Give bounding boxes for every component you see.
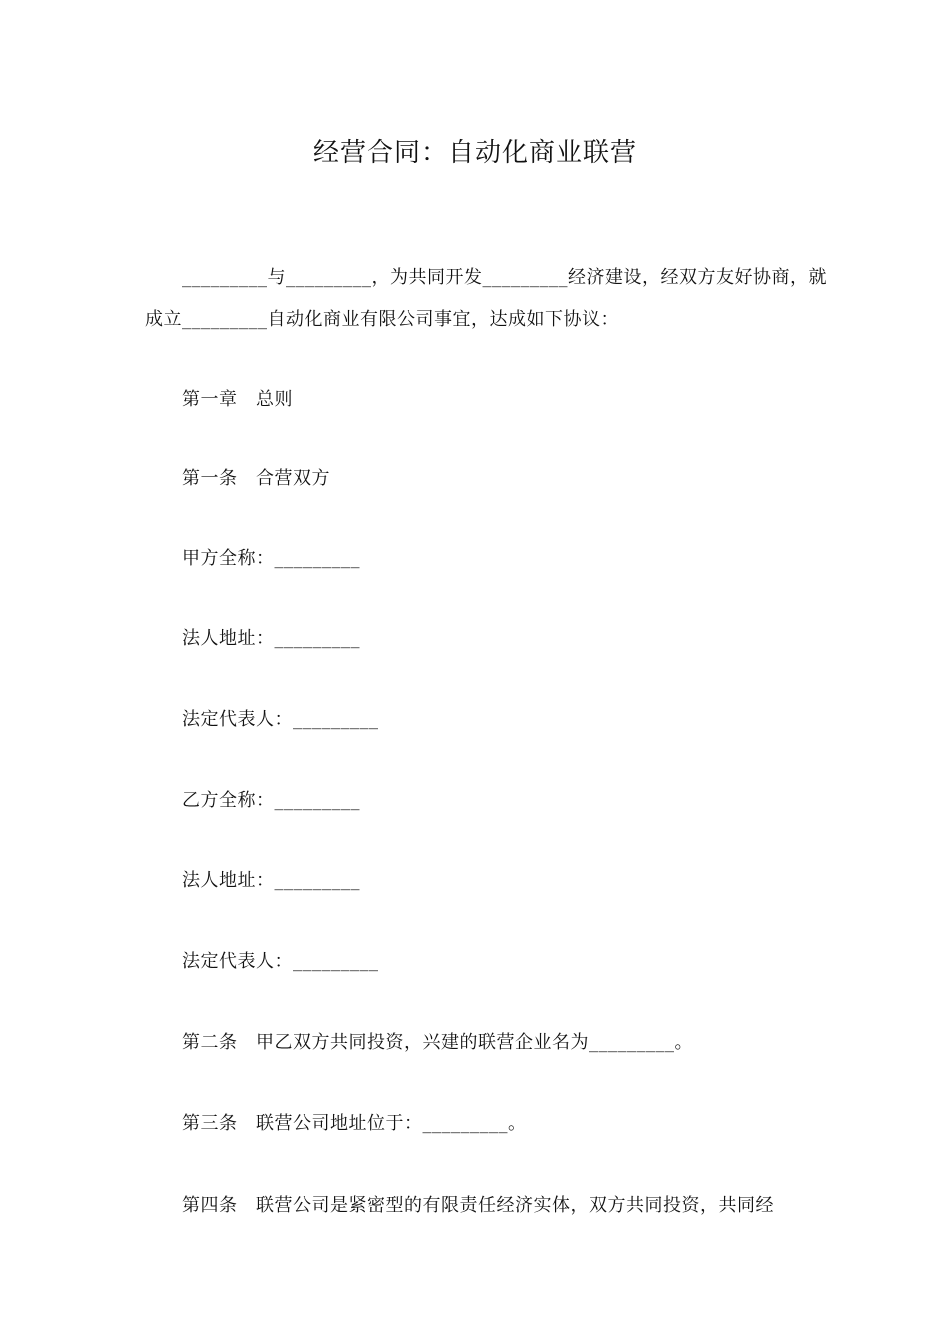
party-b-address-line: 法人地址：_________ [182,870,360,891]
article-two-line: 第二条 甲乙双方共同投资，兴建的联营企业名为_________。 [182,1032,693,1053]
party-a-representative-line: 法定代表人：_________ [182,709,379,730]
article-four-line: 第四条 联营公司是紧密型的有限责任经济实体，双方共同投资，共同经 [182,1195,774,1216]
chapter-heading: 第一章 总则 [182,389,293,410]
party-b-representative-line: 法定代表人：_________ [182,951,379,972]
party-b-name-line: 乙方全称：_________ [182,790,360,811]
article-heading: 第一条 合营双方 [182,468,330,489]
intro-paragraph: _________与_________，为共同开发_________经济建设，经双方友好协商，就成立_________自动化商业有限公司事宜，达成如下协议： [145,267,827,330]
party-a-name-line: 甲方全称：_________ [182,548,360,569]
article-three-line: 第三条 联营公司地址位于：_________。 [182,1113,527,1134]
party-a-address-line: 法人地址：_________ [182,628,360,649]
document-title: 经营合同：自动化商业联营 [312,138,637,168]
